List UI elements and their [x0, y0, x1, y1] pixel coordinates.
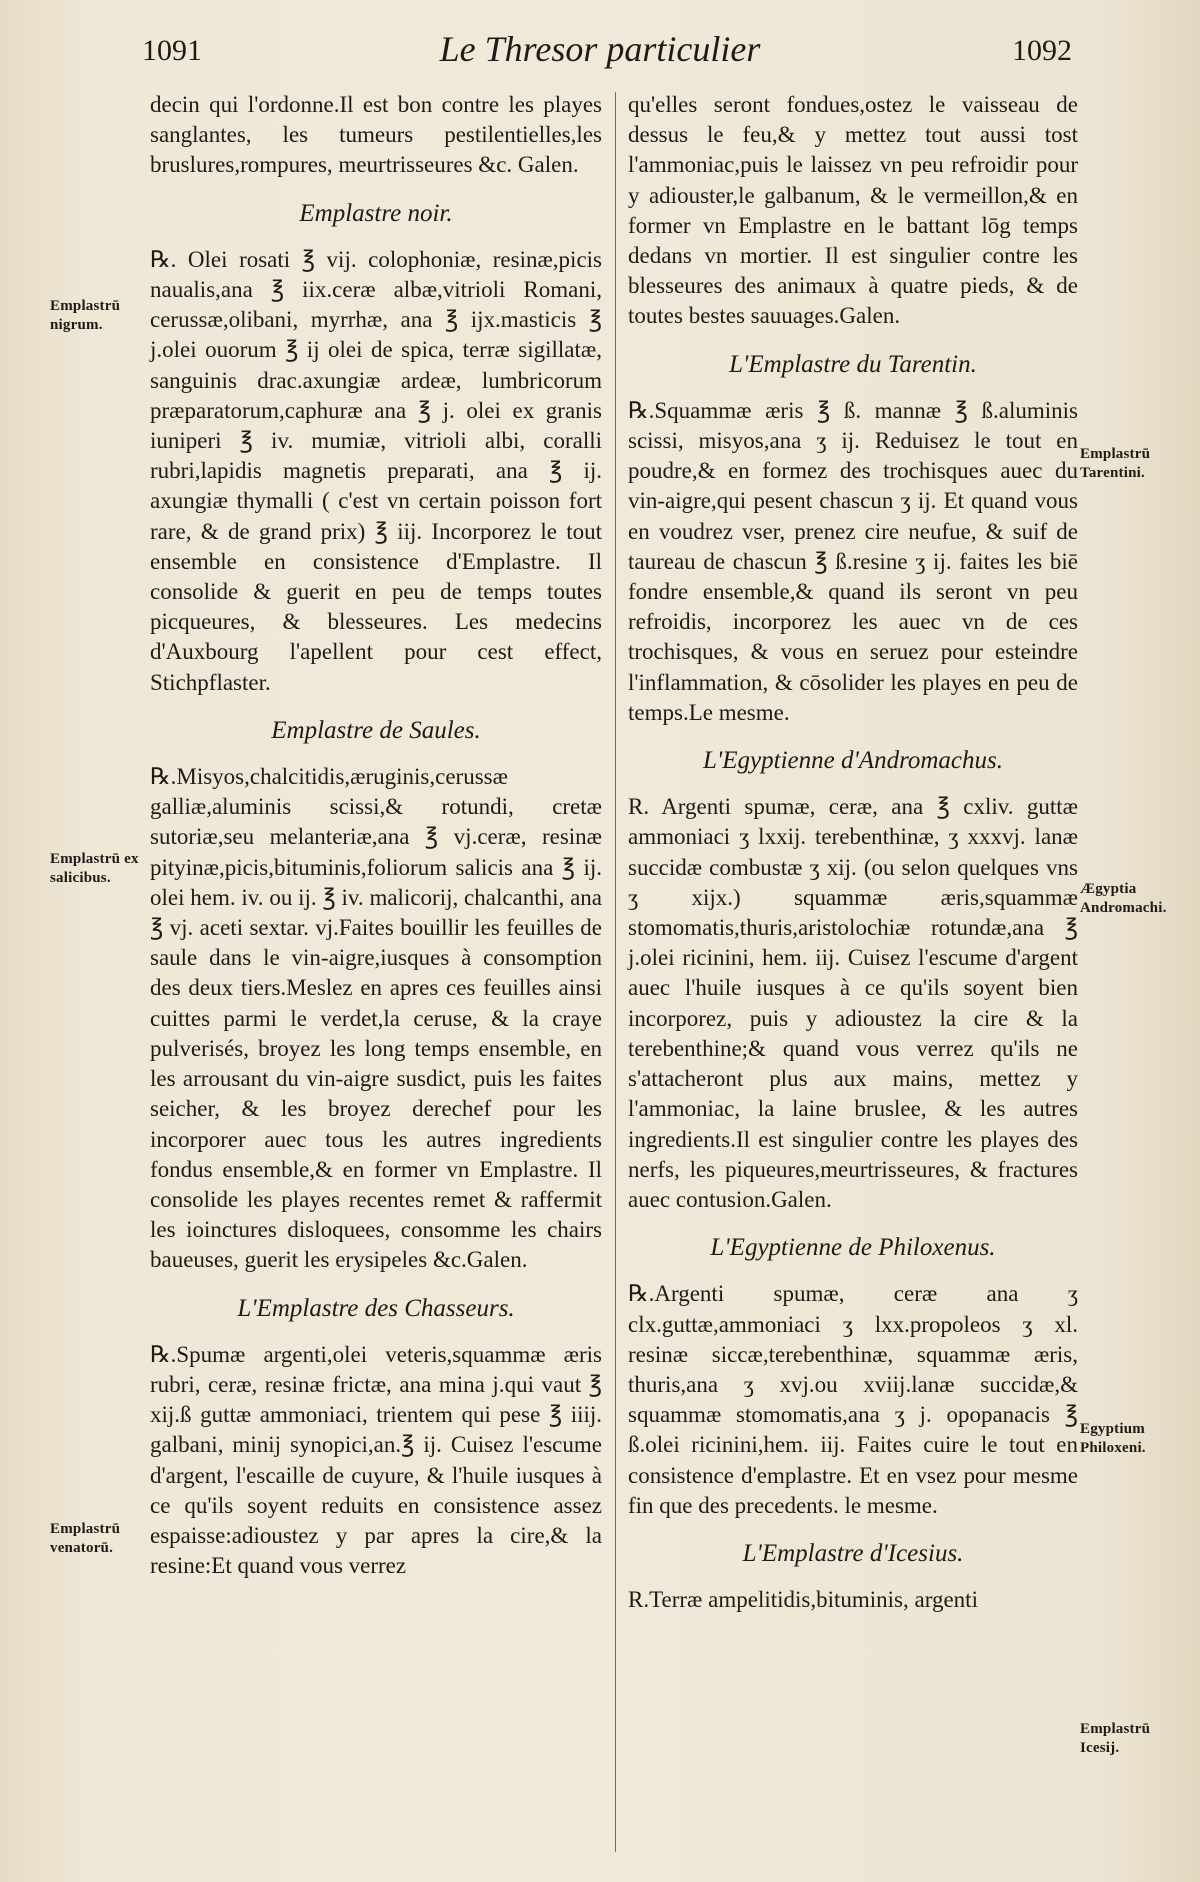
running-header [0, 20, 1200, 80]
running-title: Le Thresor particulier [439, 29, 761, 69]
section-heading: L'Egyptienne de Philoxenus. [710, 1234, 996, 1262]
column-divider [615, 92, 616, 1852]
margin-note-icesij: Emplastrū Icesij. [1080, 1721, 1151, 1756]
section-heading: L'Emplastre des Chasseurs. [237, 1294, 515, 1322]
paragraph: ℞.Argenti spumæ, ceræ ana ʒ clx.guttæ,ammoniaci ʒ lxx.propoleos ʒ xl. resinæ siccæ,terebenthinæ, squammæ æris, thuris,ana ʒ xvj.ou xviij.lanæ succidæ,& squammæ stomomatis,ana ʒ j. opopanacis ℥ ß.olei ricinini,hem. iij. Faites cuire le tout en consistence d'emplastre. Et en vsez pour mesme fin que des precedents. le mesme. [628, 1281, 1078, 1518]
margin-note-tarentini: Emplastrū Tarentini. [1080, 446, 1151, 481]
margin-note-philoxeni: Egyptium Philoxeni. [1080, 1421, 1146, 1456]
paragraph: ℞.Squammæ æris ℥ ß. mannæ ℥ ß.aluminis scissi, misyos,ana ʒ ij. Reduisez le tout en poudre,& en formez des trochisques auec du vin-aigre,qui pesent chascun ʒ ij. Et quand vous en voudrez vser, prenez cire neufue, & suif de taureau de chascun ℥ ß.resine ʒ ij. faites les biē fondre ensemble,& quand ils seront vn peu refroidis, incorporez les auec vn de ces trochisques, & vous en seruez pour esteindre l'inflammation, & cōsolider les playes en peu de temps.Le mesme. [628, 397, 1078, 725]
right-column [628, 90, 1078, 1623]
margin-note-venatorum: Emplastrū venatorū. [50, 1521, 121, 1556]
section-heading: Emplastre de Saules. [271, 716, 481, 744]
paragraph: ℞.Spumæ argenti,olei veteris,squammæ æris rubri, ceræ, resinæ frictæ, ana mina j.qui vaut ℥ xij.ß guttæ ammoniaci, trientem qui pese ℥ iiij. galbani, minij synopici,an.℥ ij. Cuisez l'escume d'argent, l'escaille de cuyure, & l'huile iusques à ce qu'ils soyent reduits en consistence assez espaisse:adioustez y par apres la cire,& la resine:Et quand vous verrez [150, 1341, 602, 1579]
section-heading: L'Emplastre du Tarentin. [729, 350, 977, 378]
paragraph: R. Argenti spumæ, ceræ, ana ℥ cxliv. guttæ ammoniaci ʒ lxxij. terebenthinæ, ʒ xxxvj. lanæ succidæ combustæ ʒ xij. (ou selon quelques vns ʒ xijx.) squammæ æris,squammæ stomomatis,thuris,aristolochiæ rotundæ,ana ℥ j.olei ricinini, hem. iij. Cuisez l'escume d'argent auec l'huile iusques à ce qu'ils soyent bien incorporez, puis y adioustez la cire & la terebenthine;& quand vous verrez qu'ils ne s'attacheront plus aux mains, mettez y l'ammoniac, la laine bruslee, & les autres ingredients.Il est singulier contre les playes des nerfs, les piqueures,meurtrisseures, & fractures auec contusion.Galen. [628, 794, 1078, 1212]
paragraph: ℞. Olei rosati ℥ vij. colophoniæ, resinæ,picis naualis,ana ℥ iix.ceræ albæ,vitrioli Romani, cerussæ,olibani, myrrhæ, ana ℥ ijx.masticis ℥ j.olei ouorum ℥ ij olei de spica, terræ sigillatæ, sanguinis drac.axungiæ ardeæ, lumbricorum præparatorum,caphuræ ana ℥ j. olei ex granis iuniperi ℥ iv. mumiæ, vitrioli albi, coralli rubri,lapidis magnetis preparati, ana ℥ ij. axungiæ thymalli ( c'est vn certain poisson fort rare, & de grand prix) ℥ iij. Incorporez le tout ensemble en consistence d'Emplastre. Il consolide & guerit en peu de temps toutes picqueures, & blesseures. Les medecins d'Auxbourg l'apellent pour cest effect, Stichpflaster. [150, 246, 602, 695]
page-number-left: 1091 [142, 34, 202, 67]
margin-note-andromachi: Ægyptia Andromachi. [1080, 881, 1167, 916]
paragraph: qu'elles seront fondues,ostez le vaisseau de dessus le feu,& y mettez tout aussi tost l'ammoniac,puis le laissez vn peu refroidir pour y adiouster,le galbanum, & le vermeillon,& en former vn Emplastre en le battant lōg temps dedans vn mortier. Il est singulier contre les blesseures des animaux à quatre pieds, & de toutes bestes sauuages.Galen. [628, 92, 1078, 329]
margin-note-salicibus: Emplastrū ex salicibus. [50, 851, 139, 886]
paragraph: R.Terræ ampelitidis,bituminis, argenti [628, 1587, 978, 1613]
section-heading: L'Egyptienne d'Andromachus. [703, 747, 1003, 775]
margin-note-nigrum: Emplastrū nigrum. [50, 298, 121, 333]
paragraph: ℞.Misyos,chalcitidis,æruginis,cerussæ galliæ,aluminis scissi,& rotundi, cretæ sutoriæ,seu melanteriæ,ana ℥ vj.ceræ, resinæ pityinæ,picis,bituminis,foliorum salicis ana ℥ ij. olei hem. iv. ou ij. ℥ iv. malicorij, chalcanthi, ana ℥ vj. aceti sextar. vj.Faites bouillir les feuilles de saule dans le vin-aigre,iusques à consomption des deux tiers.Meslez en apres ces feuilles ainsi cuittes parmi le verdet,la ceruse, & la craye pulverisés, broyez les long temps ensemble, en les arrousant du vin-aigre susdict, puis les faites seicher, & les broyez derechef pour les incorporer auec tous les autres ingredients fondus ensemble,& en former vn Emplastre. Il consolide les playes recentes remet & raffermit les ioinctures disloquees, consomme les chairs baueuses, guerit les erysipeles &c.Galen. [150, 764, 602, 1273]
left-column [150, 90, 602, 1589]
paragraph: decin qui l'ordonne.Il est bon contre les playes sanglantes, les tumeurs pestilentielles,les bruslures,rompures, meurtrisseures &c. Galen. [150, 92, 602, 178]
page-number-right: 1092 [1012, 34, 1072, 67]
section-heading: L'Emplastre d'Icesius. [742, 1539, 964, 1567]
section-heading: Emplastre noir. [299, 199, 453, 227]
